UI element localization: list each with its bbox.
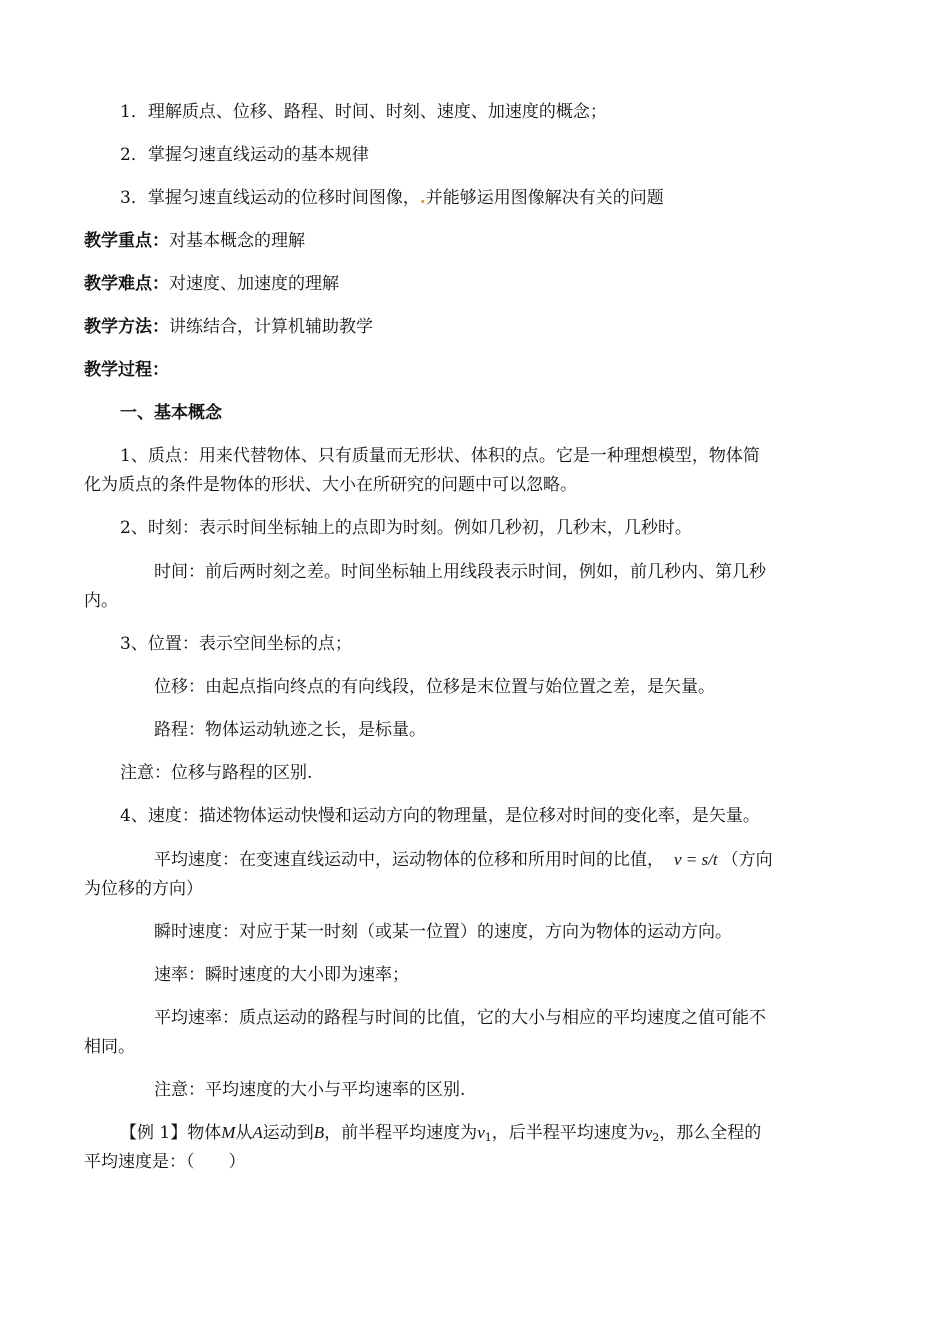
process-heading: 教学过程： [84,360,169,380]
concept-4-velocity: 4、速度：描述物体运动快慢和运动方向的物理量，是位移对时间的变化率，是矢量。 [120,806,760,826]
teaching-method: 教学方法：讲练结合，计算机辅助教学 [84,317,373,337]
concept-3-displacement: 位移：由起点指向终点的有向线段，位移是末位置与始位置之差，是矢量。 [154,677,715,697]
instantaneous-velocity: 瞬时速度：对应于某一时刻（或某一位置）的速度，方向为物体的运动方向。 [154,922,732,942]
average-velocity-line-1: 平均速度：在变速直线运动中，运动物体的位移和所用时间的比值， v = s/t （方向 [154,850,773,870]
example-1-line-1: 【例 1】物体M从A运动到B，前半程平均速度为$v_1$，后半程平均速度为$v_2$，那么全程的 [120,1123,762,1144]
example-tag: 【例 1】 [120,1123,188,1143]
average-speed-line-1: 平均速率：质点运动的路程与时间的比值，它的大小与相应的平均速度之值可能不 [154,1008,766,1028]
difficulty-label: 教学难点： [84,274,169,294]
mark-dot: . [419,188,426,208]
difficulty: 教学难点：对速度、加速度的理解 [84,274,339,294]
method-label: 教学方法： [84,317,169,337]
section-title: 一、基本概念 [120,403,222,423]
concept-2-moment: 2、时刻：表示时间坐标轴上的点即为时刻。例如几秒初，几秒末，几秒时。 [120,518,692,538]
concept-1-line-1: 1、质点：用来代替物体、只有质量而无形状、体积的点。它是一种理想模型，物体简 [120,446,760,466]
objective-3: 3．掌握匀速直线运动的位移时间图像，.并能够运用图像解决有关的问题 [120,188,664,208]
concept-4-note: 注意：平均速度的大小与平均速率的区别. [154,1080,466,1100]
concept-3-path: 路程：物体运动轨迹之长，是标量。 [154,720,426,740]
example-1-line-2: 平均速度是：（ ） [84,1152,246,1172]
objective-1: 1．理解质点、位移、路程、时间、时刻、速度、加速度的概念； [120,102,607,122]
concept-3-position: 3、位置：表示空间坐标的点； [120,634,352,654]
velocity-formula: v = s/t [674,850,718,869]
concept-3-note: 注意：位移与路程的区别. [120,763,313,783]
concept-2-time-line-2: 内。 [84,591,118,611]
key-point-label: 教学重点： [84,231,169,251]
key-point: 教学重点：对基本概念的理解 [84,231,305,251]
concept-2-time-line-1: 时间：前后两时刻之差。时间坐标轴上用线段表示时间，例如，前几秒内、第几秒 [154,562,766,582]
average-velocity-line-2: 为位移的方向） [84,879,203,899]
average-speed-line-2: 相同。 [84,1037,135,1057]
objective-2: 2．掌握匀速直线运动的基本规律 [120,145,369,165]
speed: 速率：瞬时速度的大小即为速率； [154,965,409,985]
concept-1-line-2: 化为质点的条件是物体的形状、大小在所研究的问题中可以忽略。 [84,475,577,495]
